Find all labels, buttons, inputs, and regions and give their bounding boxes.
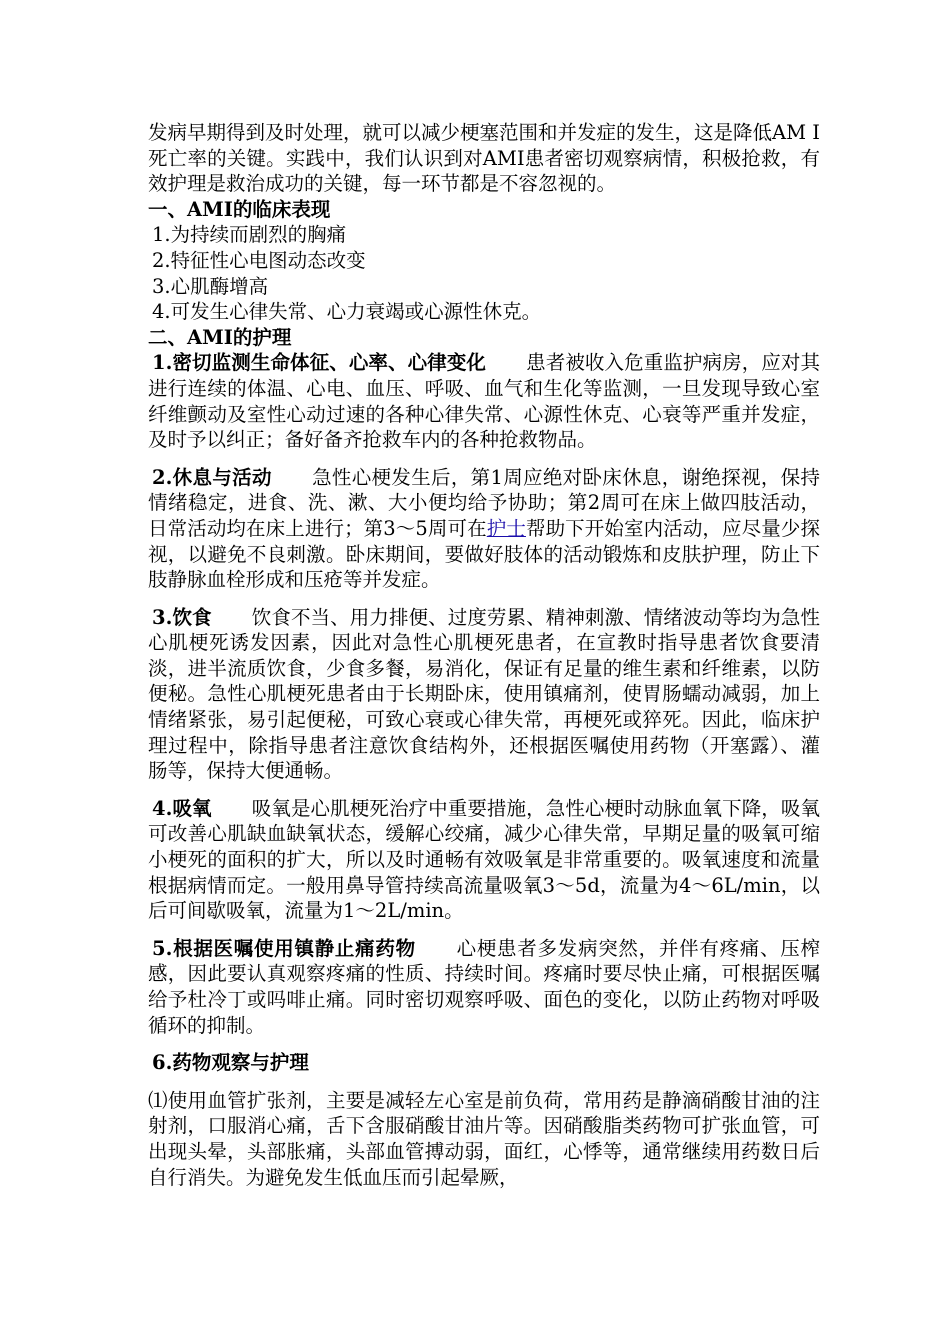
paragraph-body: 急性心梗发生后，第1周应绝对卧床休息，谢绝探视，保持情绪稳定，进食、洗、漱、大小便均给予协助；第2周可在床上做四肢活动，日常活动均在床上进行；第3～5周可在 <box>148 465 820 540</box>
paragraph-body: 帮助下开始室内活动，应尽量少探视，以避免不良刺激。卧床期间，要做好肢体的活动锻炼和皮肤护理，防止下肢静脉血栓形成和压疮等并发症。 <box>148 516 820 592</box>
paragraph-lead: 1.密切监测生命体征、心率、心律变化 <box>152 351 487 375</box>
nurse-link[interactable]: 护士 <box>486 516 526 540</box>
list-item: 3.心肌酶增高 <box>152 274 269 298</box>
section-heading-clinical: 一、AMI的临床表现 <box>148 197 331 221</box>
paragraph-body: 吸氧是心肌梗死治疗中重要措施，急性心梗时动脉血氧下降，吸氧可改善心肌缺血缺氧状态，缓解心绞痛，减少心律失常，早期足量的吸氧可缩小梗死的面积的扩大，所以及时通畅有效吸氧是非常重要的。吸氧速度和流量根据病情而定。一般用鼻导管持续高流量吸氧3～5d，流量为4～6L/min，以后可间歇吸氧，流量为1～2L/min。 <box>148 796 820 923</box>
paragraph-vasodilator: ⑴使用血管扩张剂，主要是减轻左心室是前负荷，常用药是静滴硝酸甘油的注射剂，口服消心痛，舌下含服硝酸甘油片等。因硝酸脂类药物可扩张血管，可出现头晕，头部胀痛，头部血管搏动弱，面红，心悸等，通常继续用药数日后自行消失。为避免发生低血压而引起晕厥， <box>148 1088 820 1189</box>
paragraph-diet <box>148 605 820 784</box>
intro-paragraph: 发病早期得到及时处理，就可以减少梗塞范围和并发症的发生，这是降低AM I 死亡率的关键。实践中，我们认识到对AMI患者密切观察病情，积极抢救，有效护理是救治成功的关键，每一环节都是不容忽视的。 <box>148 121 820 196</box>
paragraph-monitoring <box>148 350 820 452</box>
paragraph-lead: 3.饮食 <box>152 605 212 629</box>
paragraph-lead: 4.吸氧 <box>152 796 212 820</box>
paragraph-lead: 5.根据医嘱使用镇静止痛药物 <box>152 936 416 960</box>
paragraph-sedation <box>148 936 820 1038</box>
paragraph-body: 心梗患者多发病突然，并伴有疼痛、压榨感，因此要认真观察疼痛的性质、持续时间。疼痛时要尽快止痛，可根据医嘱给予杜冷丁或吗啡止痛。同时密切观察呼吸、面色的变化，以防止药物对呼吸循环的抑制。 <box>148 936 820 1037</box>
paragraph-body: 饮食不当、用力排便、过度劳累、精神刺激、情绪波动等均为急性心肌梗死诱发因素，因此对急性心肌梗死患者，在宣教时指导患者饮食要清淡，进半流质饮食，少食多餐，易消化，保证有足量的维生素和纤维素，以防便秘。急性心肌梗死患者由于长期卧床，使用镇痛剂，使胃肠蠕动减弱，加上情绪紧张，易引起便秘，可致心衰或心律失常，再梗死或猝死。因此，临床护理过程中，除指导患者注意饮食结构外，还根据医嘱使用药物（开塞露）、灌肠等，保持大便通畅。 <box>148 605 820 783</box>
list-item: 1.为持续而剧烈的胸痛 <box>152 223 347 247</box>
list-item: 2.特征性心电图动态改变 <box>152 248 366 272</box>
paragraph-oxygen <box>148 796 820 924</box>
list-item: 4.可发生心律失常、心力衰竭或心源性休克。 <box>152 300 542 324</box>
section-heading-nursing: 二、AMI的护理 <box>148 325 292 349</box>
paragraph-drug-observation: 6.药物观察与护理 <box>152 1051 309 1075</box>
paragraph-body: 患者被收入危重监护病房，应对其进行连续的体温、心电、血压、呼吸、血气和生化等监测，一旦发现导致心室纤维颤动及室性心动过速的各种心律失常、心源性休克、心衰等严重并发症，及时予以纠正；备好备齐抢救车内的各种抢救物品。 <box>148 351 820 452</box>
paragraph-rest-activity <box>148 465 820 593</box>
document-page <box>148 120 820 1190</box>
paragraph-lead: 2.休息与活动 <box>152 465 272 489</box>
